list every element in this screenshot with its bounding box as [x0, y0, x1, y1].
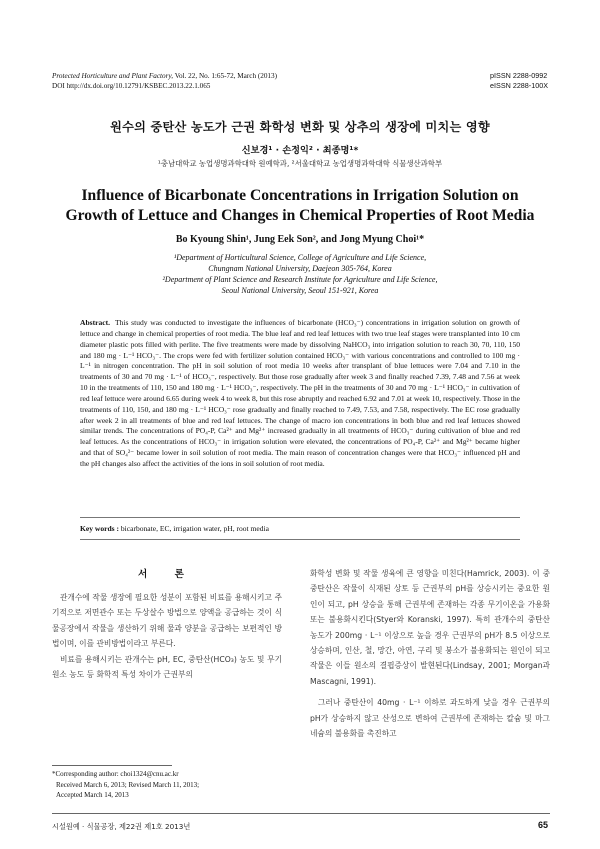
- english-title: Influence of Bicarbonate Concentrations in Irrigation Solution on Growth of Lettuce and Changes in Chemical Properties of Root Media: [65, 187, 535, 224]
- footer-divider: [52, 813, 550, 814]
- body-right-column: [310, 566, 550, 741]
- footnote: [52, 769, 199, 801]
- keywords-divider-bottom: [80, 539, 520, 540]
- body-left-column: [52, 566, 282, 682]
- keywords-label: Key words :: [80, 524, 119, 533]
- corresponding-author: *Corresponding author: choi1324@cnu.ac.kr: [52, 770, 179, 778]
- abstract-label: Abstract.: [80, 318, 110, 327]
- abstract: [80, 318, 520, 470]
- pissn: pISSN 2288-0992: [490, 71, 548, 80]
- affiliation-2-line-1: ²Department of Plant Science and Research Institute for Agriculture and Life Science,: [162, 275, 438, 284]
- journal-header: [52, 71, 277, 91]
- intro-paragraph-1: 관개수에 작물 생장에 필요한 성분이 포함된 비료를 용해시키고 주기적으로 저면관수 또는 두상살수 방법으로 양액을 공급하는 것이 식물공장에서 작물을 생산하기 위해 물과 양분을 공급하는 보편적인 방법이며, 이를 관비방법이라고 부른다.: [52, 593, 282, 649]
- eissn: eISSN 2288-100X: [490, 81, 548, 91]
- intro-paragraph-2: 비료를 용해시키는 관개수는 pH, EC, 중탄산(HCO₃) 농도 및 무기원소 농도 등 화학적 특성 차이가 근권부의: [52, 654, 282, 680]
- section-title-introduction: 서 론: [138, 569, 196, 580]
- received-dates: Received March 6, 2013; Revised March 11, 2013;: [56, 780, 200, 789]
- english-authors: Bo Kyoung Shin¹, Jung Eek Son², and Jong Myung Choi¹*: [175, 234, 425, 245]
- keywords-text: bicarbonate, EC, irrigation water, pH, root media: [120, 524, 269, 533]
- accepted-date: Accepted March 14, 2013: [56, 791, 129, 799]
- page-number: 65: [537, 820, 548, 830]
- affiliation-2-line-2: Seoul National University, Seoul 151-921, Korea: [221, 286, 379, 295]
- issn-block: [490, 71, 548, 91]
- footnote-divider: [52, 765, 172, 766]
- affiliation-1-line-2: Chungnam National University, Daejeon 305-764, Korea: [208, 264, 392, 273]
- abstract-text: This study was conducted to investigate the influences of bicarbonate (HCO₃⁻) concentrations in irrigation solution on growth of lettuce and change in chemical properties of root media. The blue leaf and red leaf lettuces with two true leaf stages were transplanted into 10 cm diameter plastic pots filled with perlite. The five treatments were made by dissolving NaHCO₃ into irrigation solution to reach 30, 70, 110, 150 and 180 mg · L⁻¹ HCO₃⁻. The crops were fed with fertilizer solution contained HCO₃⁻ with various concentrations and controlled to 100 mg · L⁻¹ in nitrogen concentration. The pH in soil solution of root media 10 weeks after transplant of blue lettuces were 7.04 and 7.10 in the treatments of 30 and 70 mg · L⁻¹ of HCO₃⁻, respectively. But those rose gradually after week 3 and finally reached 7.39, 7.48 and 7.56 at week 10 in the treatments of 110, 150 and 180 mg · L⁻¹ HCO₃⁻, respectively. The pH in the treatments of 30 and 70 mg · L⁻¹ HCO₃⁻ in cultivation of red leaf lettuce were around 6.65 during week 4 to week 8, but this rose abruptly and reached 6.92 and 7.01 at week 10, respectively. Those in the treatments of 110, 150, and 180 mg · L⁻¹ HCO₃⁻ rose gradually and finally reached to 7.49, 7.53, and 7.58, respectively. The EC rose gradually after week 2 in all treatments of blue and red leaf lettuces. The change of macro ion concentrations in both blue and red leaf lettuces showed similar trends. The concentrations of PO₄-P, Ca²⁺ and Mg²⁺ increased gradually in all treatments of HCO₃⁻ during cultivation of blue and red leaf lettuces. As the concentrations of HCO₃⁻ in irrigation solution were elevated, the concentrations of PO₄-P, Ca²⁺ and Mg²⁺ became higher and that of SO₄²⁻ became lower in soil solution of root media. The main reason of concentration changes were that HCO₃⁻ influenced pH and the pH changes also affect the activities of the ions in soil solution of root media.: [80, 318, 520, 468]
- korean-affiliation: ¹충남대학교 농업생명과학대학 원예학과, ²서울대학교 농업생명과학대학 식물생산과학부: [157, 159, 443, 168]
- keywords: [80, 524, 520, 533]
- intro-paragraph-2-continued: 화학성 변화 및 작물 생육에 큰 영향을 미친다(Hamrick, 2003). 이 중 중탄산은 작물이 식재된 상토 등 근권부의 pH를 상승시키는 중요한 원인이 되고, pH 상승을 통해 근권부에 존재하는 각종 무기이온을 가용화 또는 불용화시킨다(Styer와 Koranski, 1997). 특히 관개수의 중탄산 농도가 200mg · L⁻¹ 이상으로 높을 경우 근권부의 pH가 8.5 이상으로 상승하며, 인산, 철, 망간, 아연, 구리 및 붕소가 불용화되는 원인이 되고 작물은 이들 원소의 결핍증상이 발현된다(Lindsay, 2001; Morgan과 Mascagni, 1991).: [310, 569, 550, 686]
- footer-journal: 시설원예 · 식물공장, 제22권 제1호 2013년: [52, 822, 191, 831]
- intro-paragraph-3: 그러나 중탄산이 40mg · L⁻¹ 이하로 과도하게 낮을 경우 근권부의 pH가 상승하지 않고 산성으로 변하여 근권부에 존재하는 칼슘 및 마그네슘의 불용화를 촉진하고: [310, 698, 550, 739]
- korean-authors: 신보경¹ · 손정익² · 최종명¹*: [241, 145, 359, 156]
- doi[interactable]: DOI http://dx.doi.org/10.12791/KSBEC.2013.22.1.065: [52, 82, 211, 91]
- affiliation-1-line-1: ¹Department of Horticultural Science, College of Agriculture and Life Science,: [173, 253, 427, 262]
- korean-title: 원수의 중탄산 농도가 근권 화학성 변화 및 상추의 생장에 미치는 영향: [110, 120, 490, 134]
- journal-volume: Vol. 22, No. 1:65-72, March (2013): [174, 72, 277, 80]
- english-affiliations: [0, 252, 600, 296]
- keywords-divider-top: [80, 517, 520, 518]
- journal-name: Protected Horticulture and Plant Factory,: [52, 72, 174, 80]
